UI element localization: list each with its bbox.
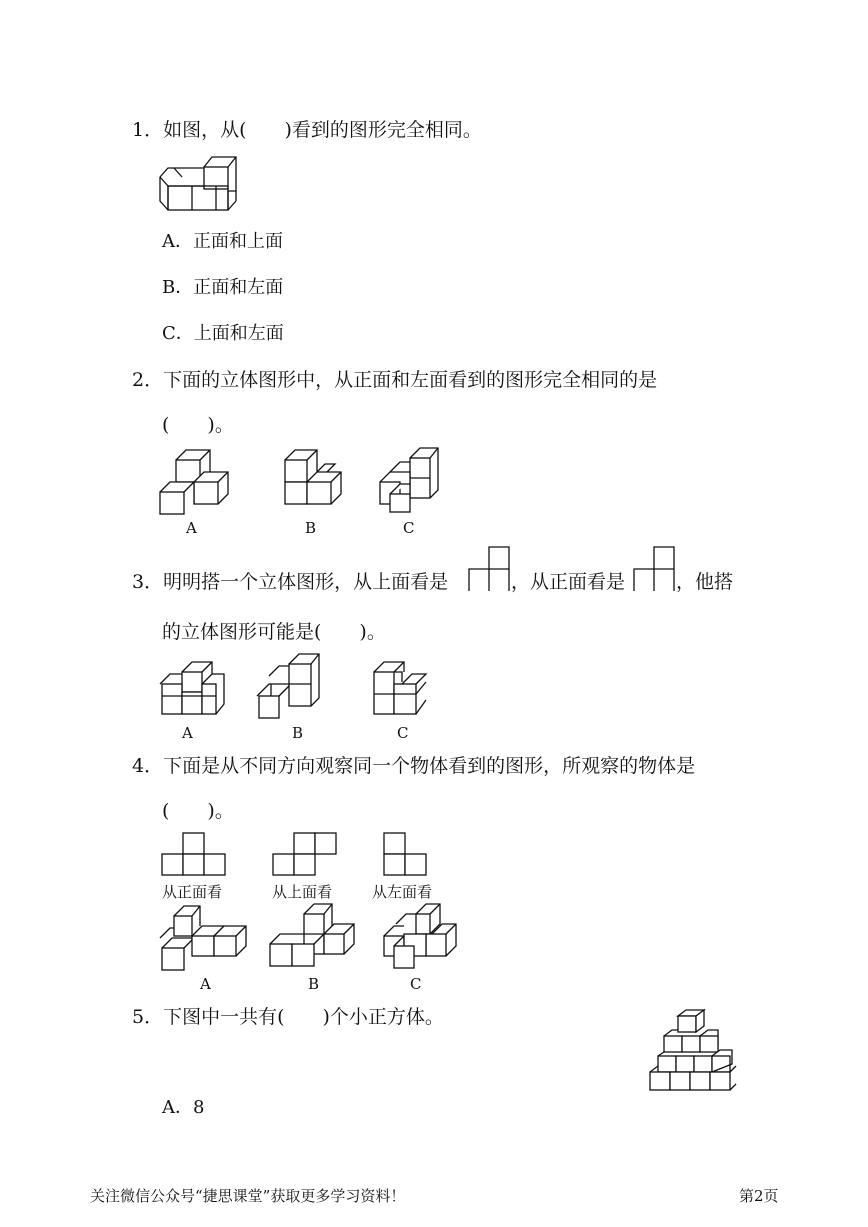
question-3-text-line2: 的立体图形可能是( )。 xyxy=(162,621,386,643)
question-3-text-part2: ，从正面看是 xyxy=(511,571,626,593)
question-3-figure-a xyxy=(160,660,230,718)
question-1-text: 1．如图，从( )看到的图形完全相同。 xyxy=(132,119,482,141)
question-3-figure-b xyxy=(257,654,327,720)
question-4-figure-c xyxy=(382,904,462,972)
page-number: 第2页 xyxy=(739,1187,779,1205)
question-5-text: 5．下图中一共有( )个小正方体。 xyxy=(132,1006,444,1028)
question-2-figure-a xyxy=(160,450,240,516)
question-3-label-a: A xyxy=(182,724,193,742)
question-4-text-line2: ( )。 xyxy=(162,800,234,822)
question-1-option-a: A．正面和上面 xyxy=(162,231,283,252)
question-4-top-view-label: 从上面看 xyxy=(272,883,333,901)
question-5-pyramid-figure xyxy=(648,1008,738,1092)
question-3-text-part1: 3．明明搭一个立体图形，从上面看是 xyxy=(132,571,449,593)
question-4-label-c: C xyxy=(410,975,422,993)
question-3-front-view-icon xyxy=(632,547,676,591)
question-4-figure-a xyxy=(160,904,250,972)
question-3-label-c: C xyxy=(397,724,409,742)
question-5-option-a: A．8 xyxy=(162,1097,205,1118)
question-4-left-view xyxy=(383,832,427,876)
question-2-label-c: C xyxy=(403,519,415,537)
question-3-top-view-icon xyxy=(467,547,511,591)
question-2-text-line2: ( )。 xyxy=(162,414,234,436)
question-4-front-view-label: 从正面看 xyxy=(162,883,223,901)
question-2-label-a: A xyxy=(186,519,197,537)
question-1-cube-figure xyxy=(160,155,240,213)
question-4-left-view-label: 从左面看 xyxy=(372,883,433,901)
question-1-option-c: C．上面和左面 xyxy=(162,323,284,344)
question-4-label-a: A xyxy=(200,975,211,993)
question-4-front-view xyxy=(162,832,226,876)
question-2-figure-b xyxy=(283,450,353,516)
question-3-label-b: B xyxy=(292,724,304,742)
footer-promo-text: 关注微信公众号“捷思课堂”获取更多学习资料！ xyxy=(90,1187,406,1205)
question-4-text-line1: 4．下面是从不同方向观察同一个物体看到的图形，所观察的物体是 xyxy=(132,755,696,777)
question-2-figure-c xyxy=(380,448,450,516)
question-3-text-part3: ，他搭 xyxy=(676,571,734,593)
question-3-figure-c xyxy=(372,660,432,718)
question-2-text-line1: 2．下面的立体图形中，从正面和左面看到的图形完全相同的是 xyxy=(132,369,658,391)
question-2-label-b: B xyxy=(305,519,317,537)
question-4-label-b: B xyxy=(308,975,320,993)
question-1-option-b: B．正面和左面 xyxy=(162,277,284,298)
question-4-top-view xyxy=(273,832,337,876)
question-4-figure-b xyxy=(268,904,358,972)
